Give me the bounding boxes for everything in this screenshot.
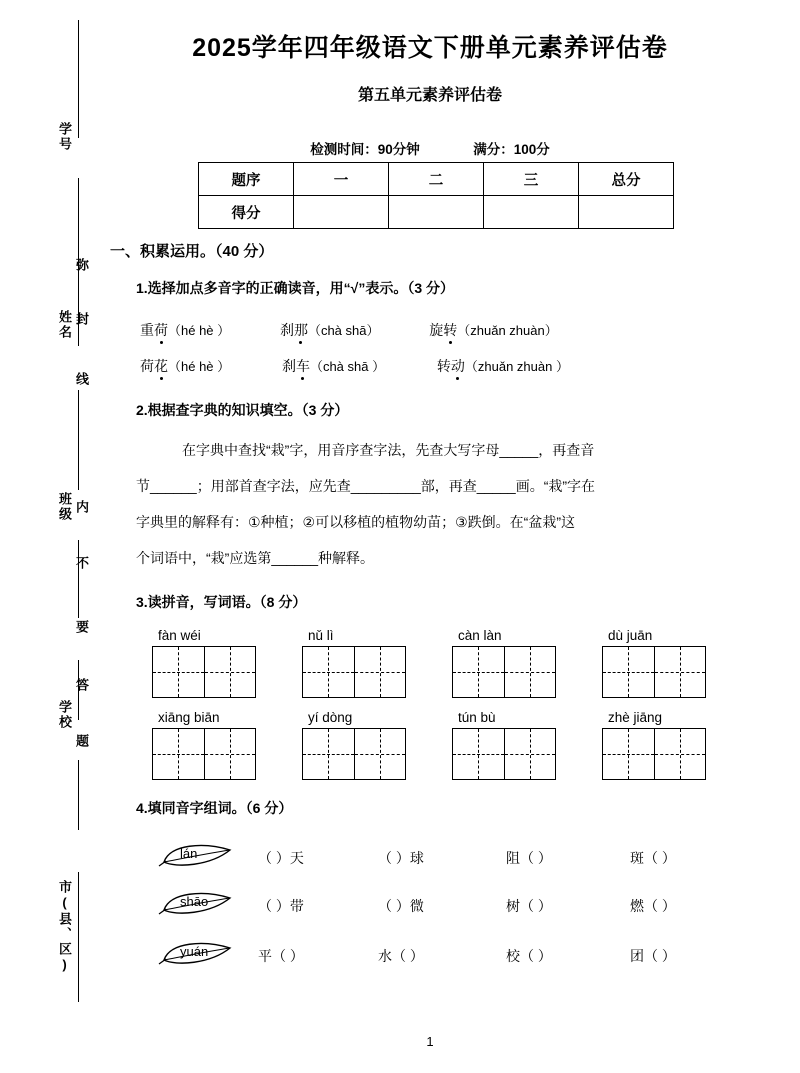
leaf-icon-lan	[158, 840, 236, 870]
q4-row-3-item-3[interactable]: 校（ ）	[506, 948, 552, 964]
q4-row-1-item-4[interactable]: 斑（ ）	[630, 850, 676, 866]
question-2-line-3: 字典里的解释有：①种植；②可以移植的植物幼苗；③跌倒。在“盆栽”这	[136, 514, 575, 530]
tianzige-group-6	[302, 710, 406, 780]
score-input-cell[interactable]	[389, 196, 484, 229]
page-number: 1	[426, 1034, 434, 1049]
seal-char-0: 弥	[74, 258, 89, 273]
section-1-title: 一、积累运用。（40 分）	[110, 243, 274, 260]
exam-time-label: 检测时间：90分钟	[310, 142, 420, 157]
score-input-cell[interactable]	[294, 196, 389, 229]
tianzige-box[interactable]	[152, 646, 256, 698]
table-row	[199, 163, 674, 196]
question-2-line-2: 节______；用部首查字法，应先查_________部，再查_____画。“栽”字在	[136, 478, 596, 494]
page-title: 2025学年四年级语文下册单元素养评估卷	[192, 34, 668, 62]
score-table	[198, 162, 674, 229]
score-input-cell[interactable]	[579, 196, 674, 229]
tianzige-box[interactable]	[452, 728, 556, 780]
tianzige-pinyin: dù juān	[608, 628, 653, 643]
score-table-cell: 总分	[579, 163, 674, 196]
q1-item-1: 重荷（hé hè ）	[140, 322, 231, 338]
seal-rule-3	[78, 390, 79, 490]
margin-label-class: 班级	[57, 492, 72, 522]
seal-char-3: 内	[74, 500, 89, 515]
q4-row-2-item-2[interactable]: （ ）微	[378, 898, 424, 914]
tianzige-pinyin: nǔ lì	[308, 628, 334, 643]
question-2-line-1: 在字典中查找“栽”字，用音序查字法，先查大写字母_____，再查音	[182, 442, 595, 458]
exam-score-label: 满分：100分	[473, 142, 550, 157]
q4-row-2-item-4[interactable]: 燃（ ）	[630, 898, 676, 914]
q4-row-3-item-1[interactable]: 平（ ）	[258, 948, 304, 964]
tianzige-group-3	[452, 628, 556, 698]
seal-char-2: 线	[74, 372, 89, 387]
page-subtitle: 第五单元素养评估卷	[357, 87, 502, 104]
q1-item-2: 刹那（chà shā）	[279, 322, 380, 338]
seal-rule-6	[78, 760, 79, 830]
margin-label-city: 市(县、区)	[57, 880, 72, 974]
question-4-title: 4.填同音字组词。（6 分）	[136, 800, 293, 816]
exam-meta	[110, 138, 750, 158]
tianzige-box[interactable]	[602, 728, 706, 780]
q4-row-2-item-3[interactable]: 树（ ）	[506, 898, 552, 914]
q4-row-1-item-3[interactable]: 阻（ ）	[506, 850, 552, 866]
tianzige-pinyin: càn làn	[458, 628, 502, 643]
question-1-title: 1.选择加点多音字的正确读音，用“√”表示。（3 分）	[136, 280, 455, 296]
score-table-cell: 三	[484, 163, 579, 196]
tianzige-group-1	[152, 628, 256, 698]
score-input-cell[interactable]	[484, 196, 579, 229]
tianzige-box[interactable]	[602, 646, 706, 698]
q1-item-3: 旋转（zhuǎn zhuàn）	[429, 322, 558, 338]
margin-label-name: 姓名	[57, 310, 72, 340]
table-row	[199, 196, 674, 229]
tianzige-pinyin: tún bù	[458, 710, 496, 725]
score-table-cell: 题序	[199, 163, 294, 196]
q4-row-1-item-2[interactable]: （ ）球	[378, 850, 424, 866]
question-2-line-4: 个词语中，“栽”应选第______种解释。	[136, 550, 375, 566]
tianzige-box[interactable]	[152, 728, 256, 780]
seal-rule-4	[78, 540, 79, 618]
tianzige-pinyin: zhè jiāng	[608, 710, 663, 725]
q4-row-2-item-1[interactable]: （ ）带	[258, 898, 304, 914]
seal-char-6: 答	[74, 678, 89, 693]
tianzige-pinyin: fàn wéi	[158, 628, 201, 643]
seal-char-5: 要	[74, 620, 89, 635]
q1-item-4: 荷花（hé hè ）	[140, 358, 231, 374]
tianzige-pinyin: yí dòng	[308, 710, 353, 725]
tianzige-pinyin: xiāng biān	[158, 710, 220, 725]
seal-rule-1	[78, 20, 79, 138]
tianzige-box[interactable]	[452, 646, 556, 698]
question-1-row-1	[140, 320, 558, 340]
leaf-label: yuán	[180, 944, 209, 959]
q4-row-3-item-4[interactable]: 团（ ）	[630, 948, 676, 964]
q4-row-3-item-2[interactable]: 水（ ）	[378, 948, 424, 964]
question-3-title: 3.读拼音，写词语。（8 分）	[136, 594, 307, 610]
q1-item-5: 刹车（chà shā ）	[281, 358, 386, 374]
leaf-icon-yuan	[158, 938, 236, 968]
score-table-cell: 得分	[199, 196, 294, 229]
q1-item-6: 转动（zhuǎn zhuàn ）	[436, 358, 569, 374]
leaf-icon-shao	[158, 888, 236, 918]
q4-row-1-item-1[interactable]: （ ）天	[258, 850, 304, 866]
seal-rule-7	[78, 872, 79, 1002]
tianzige-group-4	[602, 628, 706, 698]
seal-char-4: 不	[74, 556, 89, 571]
tianzige-box[interactable]	[302, 646, 406, 698]
tianzige-box[interactable]	[302, 728, 406, 780]
tianzige-group-5	[152, 710, 256, 780]
score-table-cell: 二	[389, 163, 484, 196]
seal-char-7: 题	[74, 734, 89, 749]
margin-label-student-id: 学号	[57, 122, 72, 152]
question-1-row-2	[140, 356, 569, 376]
tianzige-group-7	[452, 710, 556, 780]
exam-paper-body	[110, 0, 800, 1073]
score-table-cell: 一	[294, 163, 389, 196]
tianzige-group-8	[602, 710, 706, 780]
leaf-label: shāo	[180, 894, 209, 909]
tianzige-group-2	[302, 628, 406, 698]
question-2-title: 2.根据查字典的知识填空。（3 分）	[136, 402, 349, 418]
leaf-label: lán	[180, 846, 198, 861]
left-margin-column	[0, 0, 110, 1073]
seal-char-1: 封	[74, 312, 89, 327]
margin-label-school: 学校	[57, 700, 72, 730]
